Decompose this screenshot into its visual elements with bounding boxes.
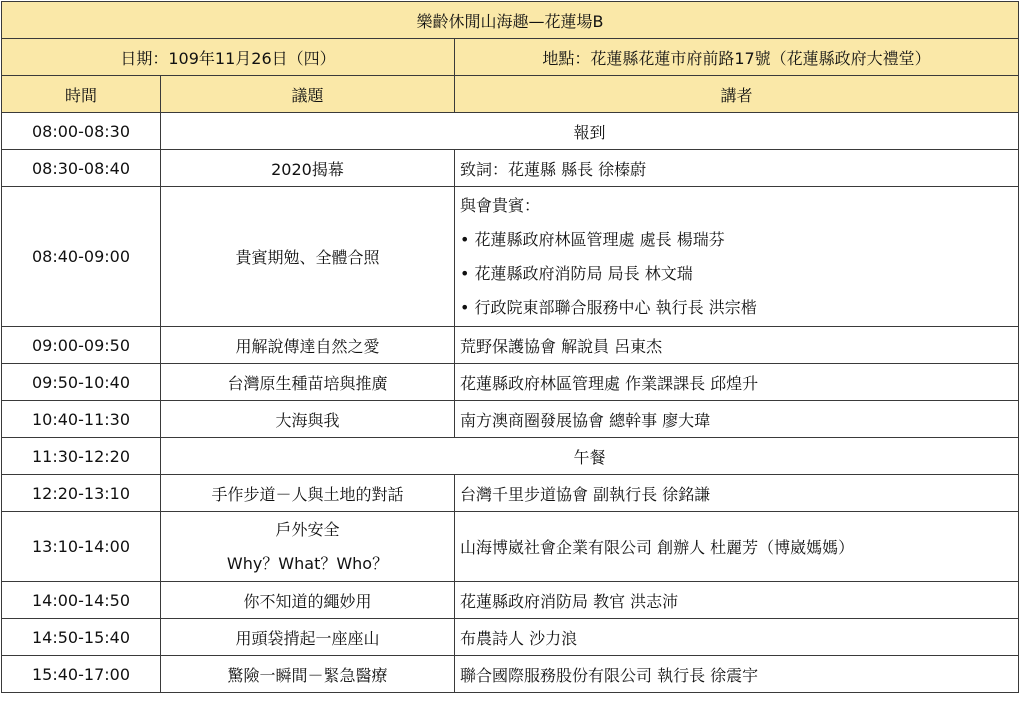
speaker-list-item: • 花蓮縣政府消防局 局長 林文瑞 [460,257,1018,291]
column-header-speaker: 講者 [455,76,1019,113]
time-cell: 08:00-08:30 [2,113,161,150]
speaker-list-item: • 花蓮縣政府林區管理處 處長 楊瑞芬 [460,223,1018,257]
title-row [2,2,1019,39]
table-row [2,327,1019,364]
table-row [2,150,1019,187]
topic-line: Why？What？Who？ [226,553,389,573]
speaker-cell: 南方澳商圈發展協會 總幹事 廖大瑋 [455,401,1019,438]
time-cell: 08:30-08:40 [2,150,161,187]
speaker-cell [455,187,1019,327]
time-cell: 13:10-14:00 [2,512,161,582]
merged-cell: 報到 [161,113,1019,150]
table-row [2,113,1019,150]
column-header-time: 時間 [2,76,161,113]
column-header-topic: 議題 [161,76,455,113]
topic-cell: 大海與我 [161,401,455,438]
speaker-cell: 花蓮縣政府林區管理處 作業課課長 邱煌升 [455,364,1019,401]
time-cell: 09:50-10:40 [2,364,161,401]
time-cell: 12:20-13:10 [2,475,161,512]
time-cell: 14:50-15:40 [2,619,161,656]
event-title: 樂齡休閒山海趣—花蓮場B [2,2,1019,39]
table-row [2,438,1019,475]
table-row [2,364,1019,401]
topic-line: 戶外安全 [275,519,340,539]
time-cell: 11:30-12:20 [2,438,161,475]
info-row [2,39,1019,76]
speaker-list-item: • 行政院東部聯合服務中心 執行長 洪宗楷 [460,291,1018,325]
table-row [2,656,1019,693]
topic-cell: 用頭袋揹起一座座山 [161,619,455,656]
time-cell: 15:40-17:00 [2,656,161,693]
speaker-heading: 與會貴賓： [460,195,541,215]
table-row [2,582,1019,619]
merged-cell: 午餐 [161,438,1019,475]
table-row [2,401,1019,438]
topic-cell: 用解說傳達自然之愛 [161,327,455,364]
time-cell: 08:40-09:00 [2,187,161,327]
topic-cell: 貴賓期勉、全體合照 [161,187,455,327]
topic-cell: 台灣原生種苗培與推廣 [161,364,455,401]
topic-cell: 你不知道的繩妙用 [161,582,455,619]
speaker-cell: 聯合國際服務股份有限公司 執行長 徐震宇 [455,656,1019,693]
time-cell: 14:00-14:50 [2,582,161,619]
table-row [2,475,1019,512]
speaker-cell: 荒野保護協會 解說員 呂東杰 [455,327,1019,364]
speaker-cell: 花蓮縣政府消防局 教官 洪志沛 [455,582,1019,619]
speaker-cell: 山海博崴社會企業有限公司 創辦人 杜麗芳（博崴媽媽） [455,512,1019,582]
topic-cell: 驚險一瞬間－緊急醫療 [161,656,455,693]
speaker-cell: 台灣千里步道協會 副執行長 徐銘謙 [455,475,1019,512]
topic-cell: 2020揭幕 [161,150,455,187]
speaker-cell: 致詞：花蓮縣 縣長 徐榛蔚 [455,150,1019,187]
topic-cell: 手作步道－人與土地的對話 [161,475,455,512]
time-cell: 10:40-11:30 [2,401,161,438]
event-location: 地點：花蓮縣花蓮市府前路17號（花蓮縣政府大禮堂） [455,39,1019,76]
schedule-table [1,1,1019,693]
topic-cell [161,512,455,582]
table-row [2,512,1019,582]
event-date: 日期：109年11月26日（四） [2,39,455,76]
table-row [2,619,1019,656]
time-cell: 09:00-09:50 [2,327,161,364]
speaker-cell: 布農詩人 沙力浪 [455,619,1019,656]
column-header-row [2,76,1019,113]
table-row [2,187,1019,327]
